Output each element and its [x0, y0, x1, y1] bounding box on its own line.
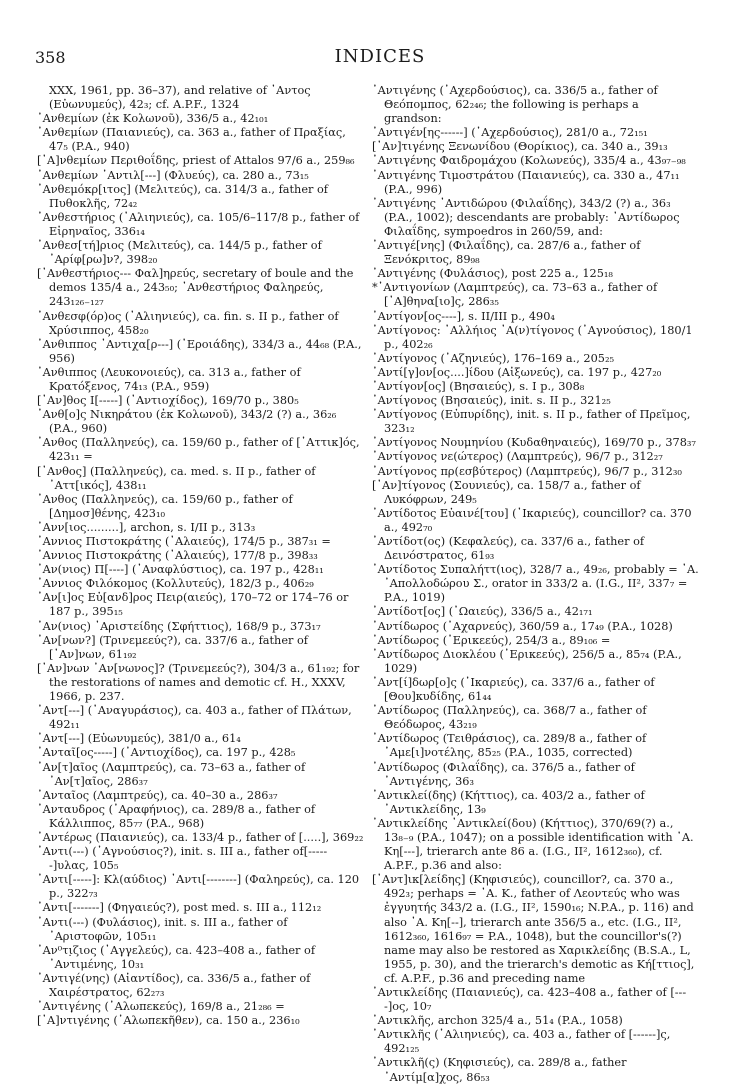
index-entry: ᾽Αντιγένης Φαιδρομάχου (Κολωνεύς), 335/4 a., 43₉₇₋₉₈: [372, 154, 686, 168]
index-entry: ᾽Ανθεμίων (ἐκ Κολωνοῦ), 336/5 a., 42₁₀₁: [37, 112, 269, 126]
index-entry: ᾽Αν[ι]ος Εὐ[ανδ]ρος Πειρ(αιεύς), 170–72 or 174–76 or 187 p., 395₁₅: [37, 591, 349, 619]
index-entry: ᾽Αν[τ]αῖος (Λαμπτρεύς), ca. 73–63 a., father of ᾽Αν[τ]αῖος, 286₃₇: [37, 760, 306, 788]
index-entry: ᾽Αντιγένης (Φυλάσιος), post 225 a., 125₁₈: [372, 267, 613, 281]
index-entry: ᾽Αντίγονος Νουμηνίου (Κυδαθηναιεύς), 169/70 p., 378₃₇: [372, 436, 696, 450]
index-entry: ᾽Ανθιππος (Λευκονοιεύς), ca. 313 a., father of Κρατόξενος, 74₁₃ (P.A., 959): [37, 365, 301, 393]
index-entry: ᾽Ανθεσφ(όρ)ος (᾽Αλιηνιεύς), ca. fin. s. II p., father of Χρύσιππος, 458₂₀: [37, 309, 339, 337]
index-entry: ᾽Αντίγονος: ᾽Αλλήιος ᾽Α(ν)τίγονος (᾽Αγνούσιος), 180/1 p., 402₂₆: [372, 323, 693, 351]
index-entry: ᾽Αντι[-------] (Φηγαιεύς?), post med. s. III a., 112₁₂: [37, 901, 322, 915]
index-entry: ᾽Αντίδωρος (Φιλαΐδης), ca. 376/5 a., father of ᾽Αντιγένης, 36₃: [372, 760, 635, 788]
index-entry: ᾽Αντίδοτ[ος] (᾽Ωαιεύς), 336/5 a., 42₁₇₁: [372, 605, 593, 619]
index-entry: ᾽Αντίγον[ος----], s. II/III p., 490₄: [372, 309, 555, 323]
index-entry: ᾽Αντίδοτος Συπαλήττ(ιος), 328/7 a., 49₂₆, probably = ᾽Α. ᾽Απολλοδώρου Σ., orator in 333/2 a. (I.G., II², 337₇ = P.A., 1019): [372, 563, 699, 605]
index-entry: ᾽Ανθος (Παλληνεύς), ca. 159/60 p., father of [᾽Αττικ]ός, 423₁₁ =: [37, 436, 360, 464]
index-entry: [᾽Α]ντιγένης (᾽Αλωπεκῆθεν), ca. 150 a., 236₁₀: [37, 1014, 300, 1028]
index-entry: ᾽Αννιος Πιστοκράτης (᾽Αλαιεύς), 177/8 p., 398₃₃: [37, 549, 318, 563]
index-entry: ᾽Ανταυδρος (᾽Αραφήνιος), ca. 289/8 a., father of Κάλλιππος, 85₇₇ (P.A., 968): [37, 802, 316, 830]
index-entry: ᾽Αντιγένης Τιμοστράτου (Παιανιεύς), ca. 330 a., 47₁₁ (P.A., 996): [372, 168, 680, 196]
index-entry: [᾽Αν]τιγένης Ξενωνίδου (Θορίκιος), ca. 340 a., 39₁₃: [372, 140, 668, 154]
index-entry: ᾽Αντίγονος νε(ώτερος) (Λαμπτρεύς), 96/7 p., 312₂₇: [372, 450, 663, 464]
index-entry: ᾽Ανθιππος ᾽Αντιχα[ρ---] (᾽Εροιάδης), 334/3 a., 44₆₈ (P.A., 956): [37, 337, 362, 365]
index-entry: ᾽Αντί[γ]ον[ος....]ίδου (Αἰξωνεύς), ca. 197 p., 427₂₀: [372, 365, 662, 379]
index-entry: ᾽Αντιγένης ᾽Αντιδώρου (Φιλαΐδης), 343/2 (?) a., 36₃ (P.A., 1002); descendants are probably: ᾽Αντίδωρος Φιλαΐδης, sympoedros in 260/59, and:: [372, 196, 680, 238]
page-header: [0, 46, 729, 76]
index-entry: ᾽Αντιγένης (᾽Αχερδούσιος), ca. 336/5 a., father of Θεόπομπος, 62₂₄₆; the following is perhaps a grandson:: [372, 84, 658, 126]
index-entry: ᾽Αντίγον[ος] (Βησαιεύς), s. I p., 308₈: [372, 379, 585, 393]
index-entry: ᾽Αντιγένης (᾽Αλωπεκεύς), 169/8 a., 21₂₈₆ =: [37, 1000, 285, 1014]
index-entry: ᾽Ανθεμίων (Παιανιεύς), ca. 363 a., father of Πραξίας, 47₅ (P.A., 940): [37, 126, 346, 154]
index-entry: ᾽Ανθεσ[τή]ριος (Μελιτεύς), ca. 144/5 p., father of ᾽Αρίφ[ρω]ν?, 398₂₀: [37, 239, 322, 267]
index-entry: ᾽Αντίδοτ(ος) (Κεφαλεύς), ca. 337/6 a., father of Δεινόστρατος, 61₉₃: [372, 535, 645, 563]
index-entry: ᾽Αντικλῆς, archon 325/4 a., 51₄ (P.A., 1058): [372, 1014, 623, 1028]
index-entry: ᾽Αννιος Πιστοκράτης (᾽Αλαιεύς), 174/5 p., 387₃₁ =: [37, 535, 331, 548]
index-entry: ᾽Αντίδωρος (Τειθράσιος), ca. 289/8 a., father of ᾽Αμε[ι]νοτέλης, 85₂₅ (P.A., 1035, corrected): [372, 732, 647, 760]
index-entry: ᾽Αντικλεί(δης) (Κήττιος), ca. 403/2 a., father of ᾽Αντικλείδης, 13₉: [372, 788, 645, 816]
index-entry: ᾽Αν⁰τι̣ζιος (᾽Αγγελεύς), ca. 423–408 a., father of ᾽Αντιμένης, 10₃₁: [37, 943, 316, 971]
index-entry: ᾽Ανθεστήριος (᾽Αλιηνιεύς), ca. 105/6–117/8 p., father of Εἰρηναῖος, 336₁₄: [37, 210, 360, 238]
index-entry: ᾽Ανθος (Παλληνεύς), ca. 159/60 p., father of [Δημοσ]θένης, 423₁₀: [37, 492, 293, 520]
index-entry: ᾽Αντιγέ(νης) (Αἰαντίδος), ca. 336/5 a., father of Χαιρέστρατος, 62₂₇₃: [37, 971, 311, 999]
index-entry: ᾽Αννιος Φιλόκομος (Κολλυτεύς), 182/3 p., 406₂₉: [37, 577, 314, 591]
index-entry: ᾽Αντι(---) (᾽Αγνούσιος?), init. s. III a., father of[------]υλας, 105₅: [37, 845, 328, 873]
index-entry: ᾽Αντι[-----]: Κλ(αύδιος) ᾽Αντι[--------] (Φαληρεύς), ca. 120 p., 322₇₃: [37, 873, 360, 901]
index-entry: [᾽Α]νθεμίων Περιθοΐδης, priest of Attalos 97/6 a., 259₈₆: [37, 154, 355, 168]
index-entry: ᾽Αν(νιος) Π[----] (᾽Αναφλύστιος), ca. 197 p., 428₁₁: [37, 563, 324, 577]
index-entry: ᾽Αντίδωρος Διοκλέου (᾽Ερικεεύς), 256/5 a., 85₇₄ (P.A., 1029): [372, 647, 682, 675]
page-number: 358: [35, 48, 66, 67]
index-entry: XXX, 1961, pp. 36–37), and relative of ᾽Αντος (Εὐωνυμεύς), 42₃; cf. A.P.F., 1324: [49, 84, 311, 112]
index-entry: ᾽Αντικλείδης (Παιανιεύς), ca. 423–408 a., father of [----]ος, 10₇: [372, 986, 687, 1014]
index-entry: ᾽Αντ[---] (Εὐωνυμεύς), 381/0 a., 61₄: [37, 732, 241, 746]
index-entry: [᾽Ανθεστήριος--- Φαλ]ηρεύς, secretary of boule and the demos 135/4 a., 243₅₀; ᾽Ανθεστήριος Φαληρεύς, 243₁₂₆₋₁₂₇: [37, 267, 354, 309]
index-entry: ᾽Ανταῖ[ος-----] (᾽Αντιοχίδος), ca. 197 p., 428₅: [37, 746, 296, 760]
index-entry: [᾽Αντ]ικ[λείδης] (Κηφισιεύς), councillor?, ca. 370 a., 492₃; perhaps = ᾽Α. Κ., father of Λεοντεύς who was ἐγγυητής 343/2 a. (I.G., II², 1590₁₆; N.P.A., p. 116) and also ᾽Α. Κη[--], trierarch ante 356/5 a., etc. (I.G., II², 1612₃₆₀, 1616₉₇ = P.A., 1048), but the councillor's(?) name may also be restored as Χαρικλείδης (B.S.A., L, 1955, p. 30), and the trierarch's demotic as Κή[ττιος], cf. A.P.F., p.36 and preceding name: [372, 873, 695, 985]
index-entry: ᾽Αντικλείδης ᾽Αντικλεί(δου) (Κήττιος), 370/69(?) a., 13₈₋₉ (P.A., 1047); on a possible identification with ᾽Α. Κη[---], trierarch ante 86 a. (I.G., II², 1612₃₆₀), cf. A.P.F., p.36 and also:: [372, 816, 694, 873]
index-entry: ᾽Αντίδοτος Εὐαινέ[του] (᾽Ικαριεύς), councillor? ca. 370 a., 492₇₀: [372, 506, 692, 534]
index-entry: ᾽Αντ[---] (᾽Αναγυράσιος), ca. 403 a., father of Πλάτων, 492₁₁: [37, 704, 352, 732]
index-entry: ᾽Αντι(---) (Φυλάσιος), init. s. III a., father of ᾽Αριστοφῶν, 105₁₁: [37, 915, 288, 943]
left-column: [37, 84, 364, 1028]
index-entry: ᾽Αντέρως (Παιανιεύς), ca. 133/4 p., father of [.....], 369₂₂: [37, 830, 364, 844]
index-entry: ᾽Αντίγονος (Βησαιεύς), init. s. II p., 321₂₅: [372, 394, 611, 408]
index-entry: *᾽Αντιγονίων (Λαμπτρεύς), ca. 73–63 a., father of [᾽Α]θηνα[ιο]ς, 286₃₅: [372, 281, 658, 309]
index-entry: ᾽Αντ[ί]δωρ[ο]ς (᾽Ικαριεύς), ca. 337/6 a., father of [Θου]κυδίδης, 61₄₄: [372, 675, 655, 704]
index-entry: ᾽Ανθεμίων ᾽Αντιλ[---] (Φλυεύς), ca. 280 a., 73₁₅: [37, 168, 309, 182]
index-entry: ᾽Ανθ[ο]ς Νικηράτου (ἐκ Κολωνοῦ), 343/2 (?) a., 36₂₆ (P.A., 960): [37, 408, 337, 436]
index-entry: [᾽Ανθος] (Παλληνεύς), ca. med. s. II p., father of ᾽Αττ[ικός], 438₁₁: [37, 464, 316, 492]
index-entry: ᾽Ανθεμόκρ[ιτος] (Μελιτεύς), ca. 314/3 a., father of Πυθοκλῆς, 72₄₂: [37, 182, 328, 210]
index-entry: ᾽Αντικλῆς (᾽Αλιηνιεύς), ca. 403 a., father of [------]ς, 492₁₂₅: [372, 1028, 671, 1056]
index-entry: ᾽Ανν[ιος.........], archon, s. I/II p., 313₃: [37, 520, 256, 534]
index-entry: ᾽Αν(νιος) ᾽Αριστείδης (Σφήττιος), 168/9 p., 373₁₇: [37, 619, 321, 633]
index-entry: ᾽Αντίδωρος (᾽Ερικεεύς), 254/3 a., 89₁₀₆ =: [372, 633, 611, 647]
index-entry: ᾽Αντίδωρος (᾽Αχαρνεύς), 360/59 a., 17₄₉ (P.A., 1028): [372, 619, 673, 633]
index-entry: [᾽Αν]τίγονος (Σουνιεύς), ca. 158/7 a., father of Λυκόφρων, 249₅: [372, 478, 641, 506]
index-entry: ᾽Αν[νων?] (Τρινεμεεύς?), ca. 337/6 a., father of [᾽Αν]νων, 61₁₉₂: [37, 633, 308, 661]
index-entry: [᾽Αν]νων ᾽Αν[νωνος]? (Τρινεμεεύς?), 304/3 a., 61₁₉₂; for the restorations of names and demotic cf. H., XXXV, 1966, p. 237.: [37, 661, 360, 704]
index-entry: ᾽Αντίγονος (Εὐπυρίδης), init. s. II p., father of Πρεῖμος, 323₁₂: [372, 408, 691, 436]
index-entry: ᾽Ανταῖος (Λαμπτρεύς), ca. 40–30 a., 286₃₇: [37, 788, 278, 802]
index-entry: ᾽Αντιγέ[νης] (Φιλαΐδης), ca. 287/6 a., father of Ξενόκριτος, 89₉₈: [372, 239, 641, 267]
index-entry: [᾽Αν]θος Ι[-----] (᾽Αντιοχίδος), 169/70 p., 380₅: [37, 394, 299, 408]
index-entry: ᾽Αντίγονος πρ(εσβύτερος) (Λαμπτρεύς), 96/7 p., 312₃₀: [372, 464, 682, 478]
index-entry: ᾽Αντίγονος (᾽Αζηνιεύς), 176–169 a., 205₂₅: [372, 351, 615, 365]
index-entry: ᾽Αντιγέν[ης------] (᾽Αχερδούσιος), 281/0 a., 72₁₅₁: [372, 126, 648, 140]
running-title: INDICES: [334, 46, 426, 67]
index-entry: ᾽Αντίδωρος (Παλληνεύς), ca. 368/7 a., father of Θεόδωρος, 43₂₁₉: [372, 704, 647, 732]
right-column: [372, 84, 699, 1085]
index-entry: ᾽Αντικλῆ(ς) (Κηφισιεύς), ca. 289/8 a., father ᾽Αντίμ[α]χος, 86₅₃: [372, 1056, 627, 1084]
